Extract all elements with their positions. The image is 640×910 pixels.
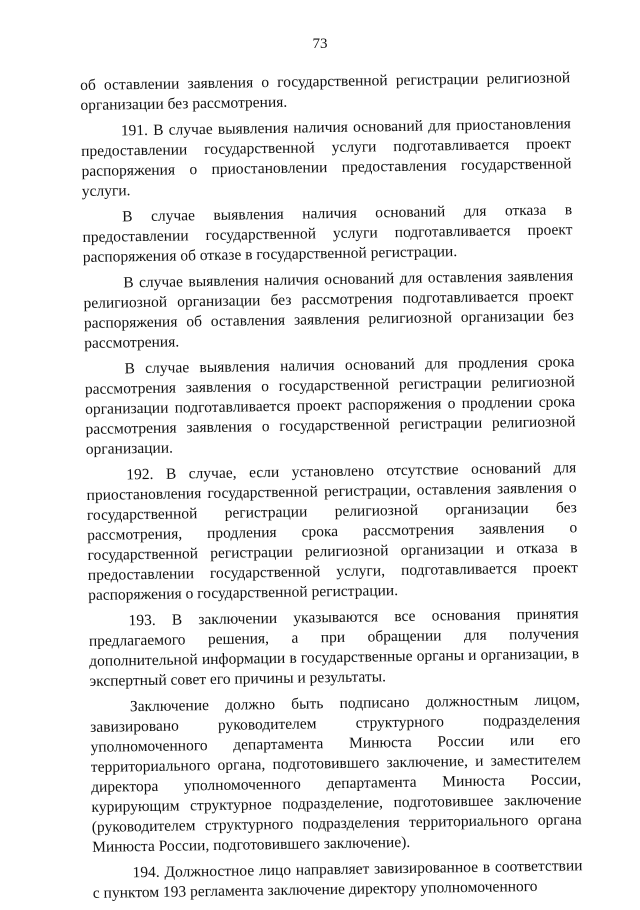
paragraph-continuation: об оставлении заявления о государственной регистрации религиозной организации без рассмотрения. — [80, 69, 571, 114]
page-number: 73 — [312, 36, 328, 52]
paragraph-conclusion-signing: Заключение должно быть подписано должностным лицом, завизировано руководителем структурного подразделения уполномоченного департамента Минюста России или его территориального органа, подготовившего заключение, и заместителем директора уполномоченного департамента Минюста России, курирующим структурное подразделение, подготовившее заключение (руководителем структурного подразделения территориального органа Минюста России, подготовившего заключение). — [90, 691, 582, 856]
paragraph-193: 193. В заключении указываются все основания принятия предлагаемого решения, а при обращении для получения дополнительной информации в государственные органы и организации, в экспертный совет его причины и результаты. — [88, 605, 580, 690]
paragraph-191: 191. В случае выявления наличия оснований для приостановления предоставлении государственной услуги подготавливается проект распоряжения о приостановлении предоставления государственной услуги. — [81, 115, 572, 200]
document-body — [80, 68, 583, 910]
paragraph-leave-without-review: В случае выявления наличия оснований для оставления заявления религиозной организации без рассмотрения подготавливается проект распоряжения об оставления заявления религиозной организации без рассмотрения. — [83, 267, 574, 352]
paragraph-extension: В случае выявления наличия оснований для продления срока рассмотрения заявления о государственной регистрации религиозной организации подготавливается проект распоряжения о продлении срока рассмотрения заявления о государственной регистрации религиозной организации. — [84, 353, 576, 458]
paragraph-192: 192. В случае, если установлено отсутствие оснований для приостановления государственной регистрации, оставления заявления о государственной регистрации религиозной организации без рассмотрения, продления срока рассмотрения заявления о государственной регистрации религиозной организации и отказа в предоставлении государственной услуги, подготавливается проект распоряжения о государственной регистрации. — [86, 459, 578, 604]
paragraph-194: 194. Должностное лицо направляет завизированное в соответствии с пунктом 193 регламента заключение директору уполномоченного — [92, 857, 583, 902]
paragraph-refusal: В случае выявления наличия оснований для отказа в предоставлении государственной услуги подготавливается проект распоряжения об отказе в государственной регистрации. — [82, 201, 573, 266]
